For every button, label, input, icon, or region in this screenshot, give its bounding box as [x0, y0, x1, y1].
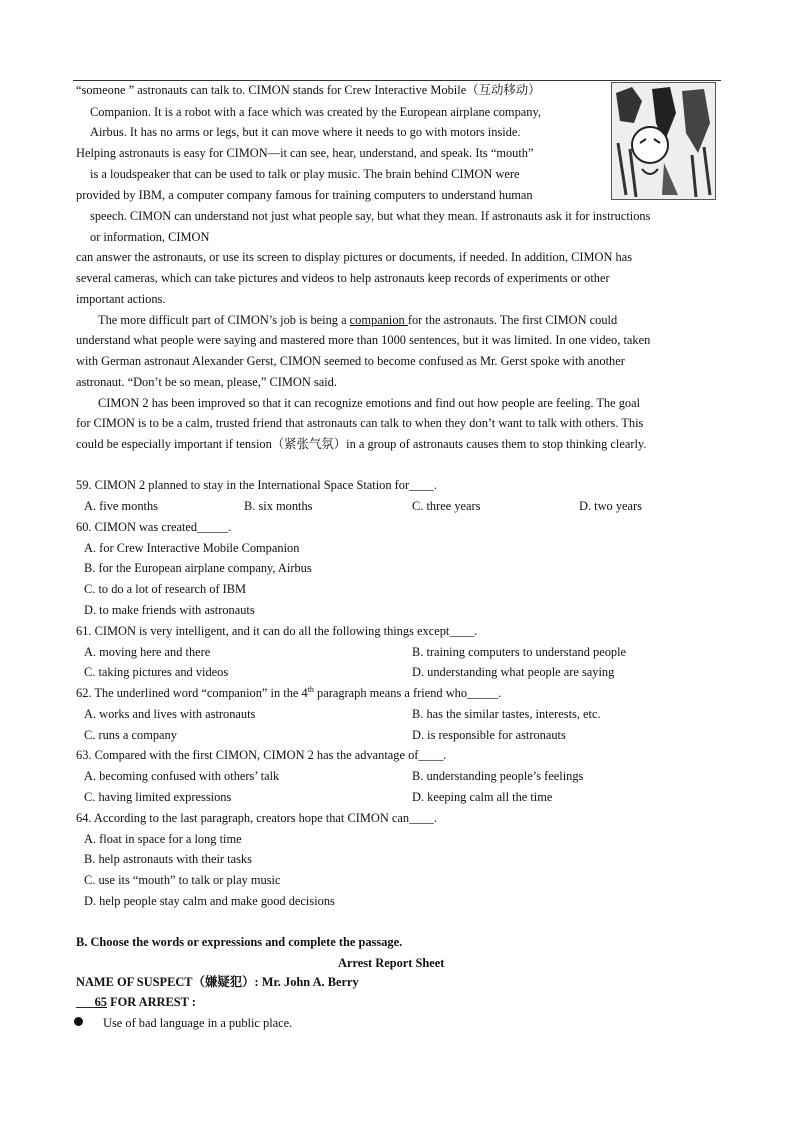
p1-line: Airbus. It has no arms or legs, but it can move where it needs to go with motors inside.	[90, 125, 521, 139]
option-d: D. keeping calm all the time	[412, 790, 553, 804]
option-d: D. is responsible for astronauts	[412, 728, 566, 742]
option-a: A. moving here and there	[84, 645, 211, 659]
p3-line: could be especially important if tension（紧张气氛）in a group of astronauts causes them to stop thinking clearly.	[76, 437, 647, 451]
p1-line: important actions.	[76, 292, 166, 306]
option-d: D. two years	[579, 499, 642, 513]
underlined-word-companion: companion	[349, 313, 408, 327]
option-c: C. use its “mouth” to talk or play music	[84, 873, 281, 887]
question-stem: 63. Compared with the first CIMON, CIMON 2 has the advantage of____.	[76, 748, 447, 762]
option-d: D. understanding what people are saying	[412, 665, 615, 679]
blank-65-line	[76, 994, 196, 1010]
p2-line: with German astronaut Alexander Gerst, CIMON seemed to become confused as Mr. Gerst spoke with another	[76, 354, 625, 368]
robot-photo	[611, 82, 716, 200]
question-stem: 64. According to the last paragraph, creators hope that CIMON can____.	[76, 811, 437, 825]
p1-line: provided by IBM, a computer company famous for training computers to understand human	[76, 188, 533, 202]
p1-line: speech. CIMON can understand not just what people say, but what they mean. If astronauts ask it for instructions	[90, 209, 651, 223]
option-a: A. float in space for a long time	[84, 832, 242, 846]
option-d: D. to make friends with astronauts	[84, 603, 255, 617]
p1-line: can answer the astronauts, or use its screen to display pictures or documents, if needed. In addition, CIMON has	[76, 250, 633, 264]
robot-sketch-image	[612, 83, 715, 199]
question-stem: 61. CIMON is very intelligent, and it can do all the following things except____.	[76, 624, 478, 638]
header-rule	[73, 80, 721, 81]
option-a: A. five months	[84, 499, 158, 513]
bullet-icon	[74, 1017, 83, 1026]
p3-line: CIMON 2 has been improved so that it can recognize emotions and find out how people are feeling. The goal	[98, 396, 641, 410]
section-b-heading: B. Choose the words or expressions and complete the passage.	[76, 935, 403, 949]
stem-text: 62. The underlined word “companion” in the 4	[76, 686, 308, 700]
option-b: B. six months	[244, 499, 313, 513]
stem-superscript: th	[307, 684, 314, 694]
p1-line: or information, CIMON	[90, 230, 210, 244]
option-a: A. for Crew Interactive Mobile Companion	[84, 541, 300, 555]
blank-suffix: FOR ARREST :	[106, 995, 196, 1009]
report-title: Arrest Report Sheet	[338, 956, 445, 970]
p1-line: Companion. It is a robot with a face which was created by the European airplane company,	[90, 105, 541, 119]
option-b: B. for the European airplane company, Airbus	[84, 561, 312, 575]
p1-line: Helping astronauts is easy for CIMON—it can see, hear, understand, and speak. Its “mouth”	[76, 146, 534, 160]
option-a: A. becoming confused with others’ talk	[84, 769, 280, 783]
suspect-name: NAME OF SUSPECT（嫌疑犯）: Mr. John A. Berry	[76, 975, 359, 989]
p2-text: for the astronauts. The first CIMON could	[407, 313, 618, 327]
p1-line: is a loudspeaker that can be used to talk or play music. The brain behind CIMON were	[90, 167, 520, 181]
bullet-item: Use of bad language in a public place.	[103, 1016, 293, 1030]
question-stem	[76, 685, 501, 701]
option-d: D. help people stay calm and make good decisions	[84, 894, 335, 908]
stem-text: paragraph means a friend who_____.	[313, 686, 502, 700]
option-c: C. runs a company	[84, 728, 177, 742]
p2-line-first	[98, 312, 617, 328]
p1-line: “someone ” astronauts can talk to. CIMON stands for Crew Interactive Mobile（互动移动）	[76, 83, 541, 97]
p2-text: The more difficult part of CIMON’s job is being a	[98, 313, 350, 327]
option-c: C. to do a lot of research of IBM	[84, 582, 247, 596]
option-b: B. has the similar tastes, interests, etc.	[412, 707, 601, 721]
p3-line: for CIMON is to be a calm, trusted friend that astronauts can talk to when they don’t want to talk with others. This	[76, 416, 644, 430]
blank-prefix: ___	[76, 995, 95, 1009]
option-b: B. help astronauts with their tasks	[84, 852, 252, 866]
p1-line: several cameras, which can take pictures and videos to help astronauts keep records of experiments or other	[76, 271, 610, 285]
option-c: C. taking pictures and videos	[84, 665, 229, 679]
p2-line: astronaut. “Don’t be so mean, please,” CIMON said.	[76, 375, 337, 389]
option-b: B. understanding people’s feelings	[412, 769, 584, 783]
option-c: C. having limited expressions	[84, 790, 232, 804]
blank-number: 65	[94, 995, 107, 1009]
option-c: C. three years	[412, 499, 481, 513]
question-stem: 60. CIMON was created_____.	[76, 520, 232, 534]
p2-line: understand what people were saying and mastered more than 1000 sentences, but it was limited. In one video, taken	[76, 333, 651, 347]
option-b: B. training computers to understand people	[412, 645, 627, 659]
option-a: A. works and lives with astronauts	[84, 707, 256, 721]
question-stem: 59. CIMON 2 planned to stay in the International Space Station for____.	[76, 478, 437, 492]
